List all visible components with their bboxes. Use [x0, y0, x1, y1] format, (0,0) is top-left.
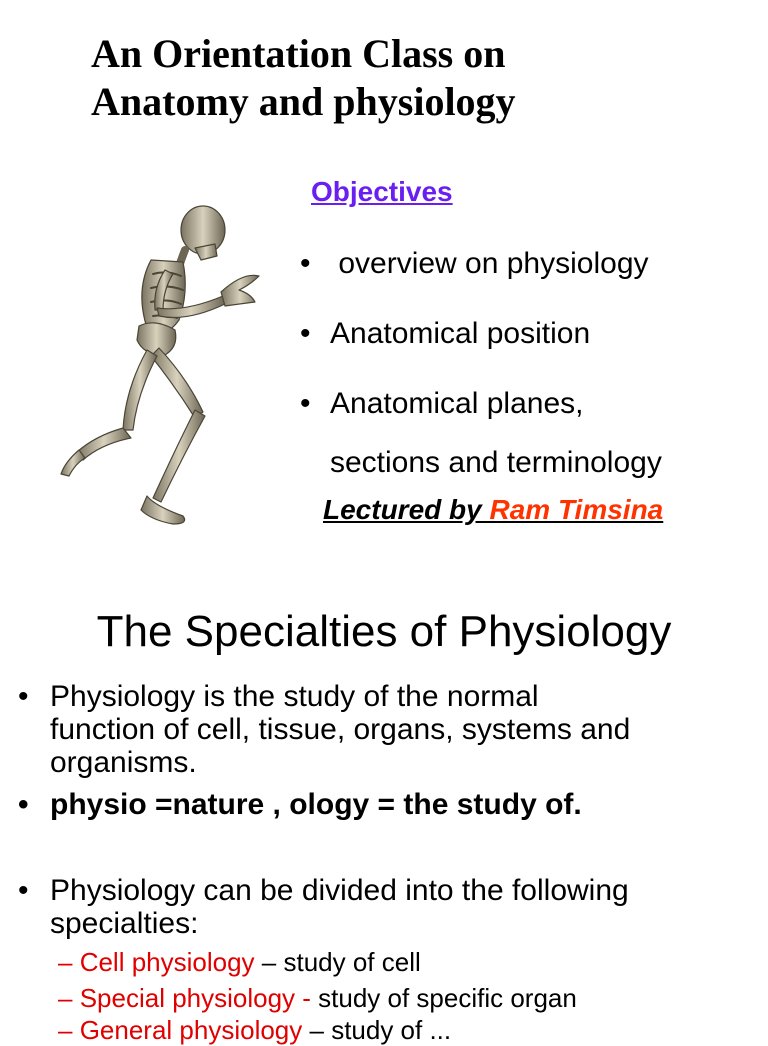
lecturer-credit — [323, 494, 663, 526]
slide-title-line-2: Anatomy and physiology — [91, 79, 516, 124]
objective-text: overview on physiology — [330, 247, 649, 280]
objective-item — [300, 246, 649, 282]
specialty-term: Cell physiology — [72, 947, 255, 977]
paragraph-line: specialties: — [50, 907, 199, 940]
paragraph-text — [50, 680, 748, 779]
skeleton-icon — [55, 200, 265, 535]
lectured-by-label: Lectured by — [323, 494, 490, 525]
specialty-term: Special physiology - — [72, 983, 319, 1013]
specialty-item — [58, 946, 421, 978]
objective-continuation: sections and terminology — [330, 446, 662, 479]
specialty-desc: study of specific organ — [318, 983, 577, 1013]
section-title: The Specialties of Physiology — [96, 607, 672, 656]
bullet-paragraph-bold — [18, 788, 748, 821]
lecturer-name: Ram Timsina — [489, 494, 664, 525]
paragraph-line: function of cell, tissue, organs, systems and — [50, 713, 631, 746]
specialty-desc: – study of ... — [302, 1015, 452, 1045]
paragraph-line: physio =nature , ology = the study of. — [50, 788, 582, 821]
bullet: • — [18, 680, 29, 713]
bullet-paragraph — [18, 680, 748, 779]
objective-item — [300, 386, 583, 422]
objectives-heading[interactable]: Objectives — [311, 176, 453, 207]
slide-title-line-1: An Orientation Class on — [91, 31, 506, 76]
objective-text: Anatomical position — [330, 317, 591, 350]
objective-text: Anatomical planes, — [330, 387, 584, 420]
paragraph-line: Physiology is the study of the normal — [50, 680, 539, 713]
bullet: • — [18, 788, 29, 821]
paragraph-line: Physiology can be divided into the following — [50, 874, 629, 907]
slide-title — [91, 30, 731, 126]
bullet: • — [300, 387, 311, 420]
dash: – — [58, 983, 73, 1013]
bullet: • — [18, 874, 29, 907]
specialty-item — [58, 1014, 451, 1046]
specialty-term: General physiology — [72, 1015, 303, 1045]
bullet: • — [300, 247, 311, 280]
bullet: • — [300, 317, 311, 350]
dash: – — [58, 1015, 73, 1045]
bullet-paragraph — [18, 874, 748, 940]
paragraph-line: organisms. — [50, 746, 197, 779]
dash: – — [58, 947, 73, 977]
specialty-desc: – study of cell — [254, 947, 421, 977]
objective-item — [300, 316, 590, 352]
paragraph-text — [50, 874, 748, 940]
paragraph-text — [50, 788, 748, 821]
specialty-item — [58, 982, 577, 1014]
